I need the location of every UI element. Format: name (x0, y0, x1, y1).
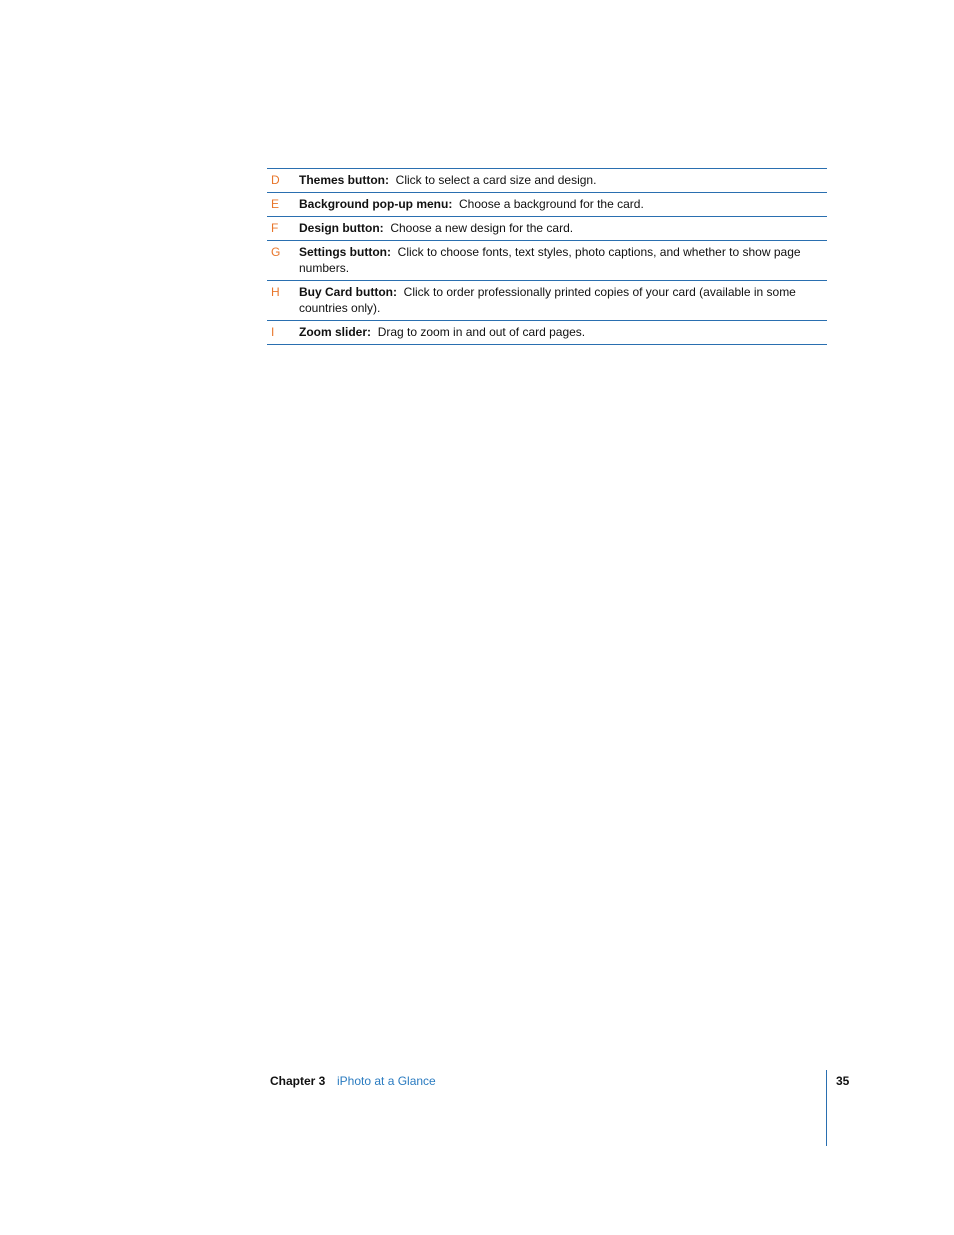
callout-letter: I (271, 325, 275, 339)
page-number: 35 (836, 1074, 850, 1088)
callout-description: Choose a new design for the card. (390, 221, 574, 235)
callout-term: Background pop-up menu: (299, 197, 453, 211)
callout-description: Click to choose fonts, text styles, photo captions, and whether to show page numbers. (299, 245, 801, 275)
callout-text (299, 172, 827, 188)
callout-letter: G (271, 245, 281, 259)
callout-term: Zoom slider: (299, 325, 372, 339)
callout-letter: F (271, 221, 279, 235)
callout-term: Settings button: (299, 245, 391, 259)
callout-row-i (267, 321, 827, 345)
callout-description: Click to order professionally printed copies of your card (available in some countries only). (299, 285, 796, 315)
footer-chapter: Chapter 3 (270, 1074, 326, 1088)
footer-rule (826, 1070, 827, 1146)
callout-text (299, 284, 827, 316)
callout-text (299, 196, 827, 212)
callout-text (299, 220, 827, 236)
callout-description: Click to select a card size and design. (395, 173, 597, 187)
callout-row-f (267, 217, 827, 241)
callout-row-h (267, 281, 827, 321)
callout-description: Drag to zoom in and out of card pages. (377, 325, 586, 339)
footer-chapter-title: iPhoto at a Glance (337, 1074, 436, 1088)
callout-letter: E (271, 197, 280, 211)
callout-row-d (267, 169, 827, 193)
callout-term: Design button: (299, 221, 384, 235)
callout-table (267, 168, 827, 345)
callout-term: Buy Card button: (299, 285, 397, 299)
callout-letter: D (271, 173, 280, 187)
callout-row-g (267, 241, 827, 281)
callout-text (299, 324, 827, 340)
callout-row-e (267, 193, 827, 217)
callout-text (299, 244, 827, 276)
callout-term: Themes button: (299, 173, 389, 187)
callout-description: Choose a background for the card. (459, 197, 644, 211)
callout-letter: H (271, 285, 280, 299)
